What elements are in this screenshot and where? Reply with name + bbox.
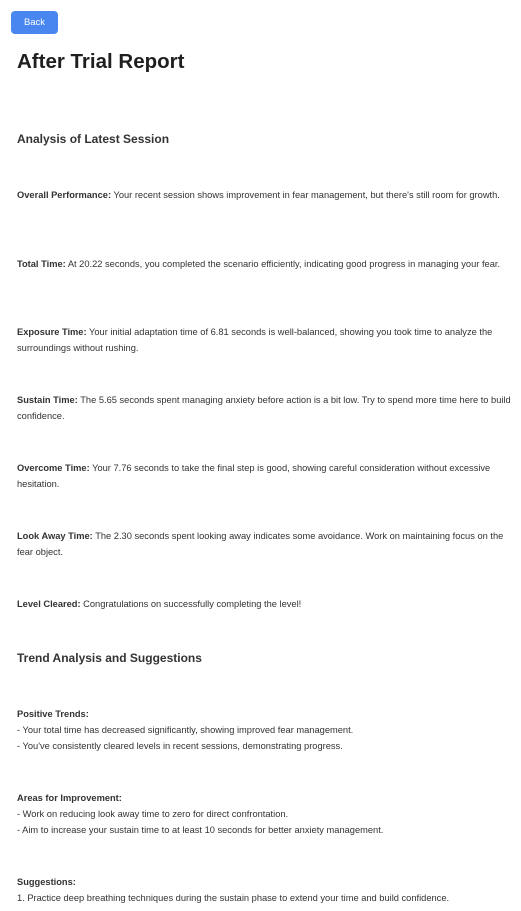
paragraph-text: Congratulations on successfully completing the level! [83,599,302,609]
paragraph-label: Exposure Time: [17,327,87,337]
paragraph-text: The 5.65 seconds spent managing anxiety before action is a bit low. Try to spend more time here to build confidence. [17,395,511,421]
look-away-time-paragraph [17,528,519,560]
list-item: - Your total time has decreased significantly, showing improved fear management. [17,725,354,735]
overcome-time-paragraph [17,460,519,492]
areas-for-improvement-block [17,790,519,838]
paragraph-label: Overall Performance: [17,190,112,200]
paragraph-label: Level Cleared: [17,599,81,609]
paragraph-label: Look Away Time: [17,531,93,541]
areas-for-improvement-label: Areas for Improvement: [17,793,122,803]
suggestions-block [17,874,519,906]
total-time-paragraph [17,256,519,272]
paragraph-text: Your 7.76 seconds to take the final step is good, showing careful consideration without excessive hesitation. [17,463,491,489]
list-item: - You've consistently cleared levels in recent sessions, demonstrating progress. [17,741,343,751]
list-item: - Work on reducing look away time to zero for direct confrontation. [17,809,289,819]
positive-trends-block [17,706,519,754]
page-title: After Trial Report [17,50,185,73]
list-item: 1. Practice deep breathing techniques during the sustain phase to extend your time and build confidence. [17,893,450,903]
level-cleared-paragraph [17,596,519,612]
paragraph-text: Your initial adaptation time of 6.81 seconds is well-balanced, showing you took time to analyze the surroundings without rushing. [17,327,493,353]
exposure-time-paragraph [17,324,519,356]
list-item: - Aim to increase your sustain time to at least 10 seconds for better anxiety management. [17,825,384,835]
paragraph-text: The 2.30 seconds spent looking away indicates some avoidance. Work on maintaining focus on the fear object. [17,531,504,557]
positive-trends-label: Positive Trends: [17,709,89,719]
paragraph-label: Overcome Time: [17,463,90,473]
paragraph-label: Sustain Time: [17,395,78,405]
suggestions-label: Suggestions: [17,877,76,887]
overall-performance-paragraph [17,187,519,203]
trend-heading: Trend Analysis and Suggestions [17,651,202,665]
paragraph-text: At 20.22 seconds, you completed the scenario efficiently, indicating good progress in managing your fear. [67,259,501,269]
paragraph-text: Your recent session shows improvement in fear management, but there's still room for growth. [113,190,500,200]
back-button[interactable]: Back [11,11,58,34]
paragraph-label: Total Time: [17,259,66,269]
sustain-time-paragraph [17,392,519,424]
analysis-heading: Analysis of Latest Session [17,132,170,146]
